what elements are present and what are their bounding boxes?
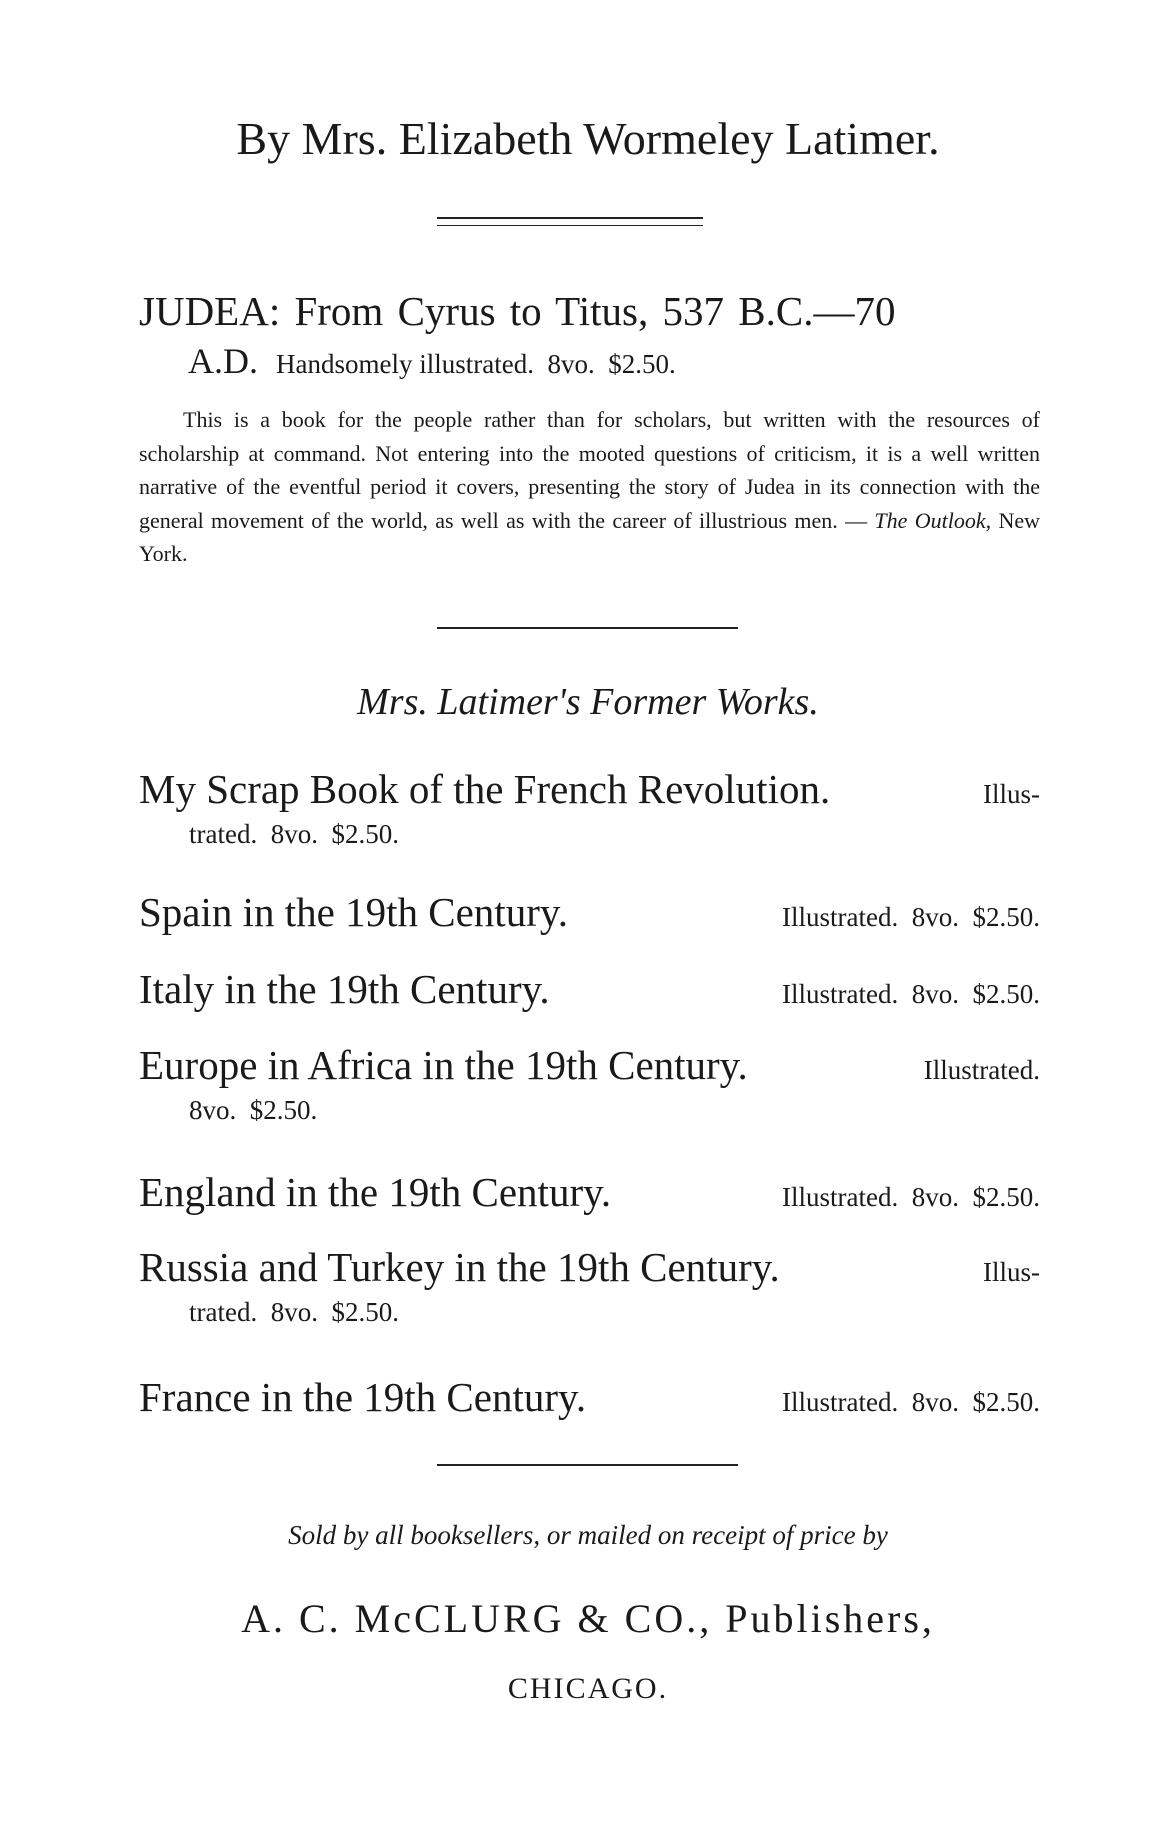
work-title: Europe in Africa in the 19th Century.: [139, 1042, 748, 1088]
page-title: By Mrs. Elizabeth Wormeley Latimer.: [236, 113, 940, 164]
work-detail: Illustrated. 8vo. $2.50.: [782, 1182, 1040, 1212]
work-detail: Illustrated. 8vo. $2.50.: [782, 1387, 1040, 1417]
work-item: [139, 888, 1040, 942]
work-detail: Illustrated. 8vo. $2.50.: [782, 902, 1040, 932]
former-works-heading: Mrs. Latimer's Former Works.: [357, 681, 819, 723]
featured-review: [139, 403, 1040, 571]
work-item: [139, 1373, 1040, 1427]
featured-detail: Handsomely illustrated. 8vo. $2.50.: [276, 349, 676, 379]
double-rule-bottom: [437, 225, 703, 226]
work-title: France in the 19th Century.: [139, 1374, 587, 1420]
work-item: [139, 1168, 1040, 1222]
work-detail: Illustrated. 8vo. $2.50.: [782, 979, 1040, 1009]
featured-subline: [188, 340, 676, 382]
work-item: [139, 1041, 1040, 1149]
work-item: [139, 765, 1040, 873]
review-text: This is a book for the people rather than for scholars, but written with the resources of scholarship at command. Not entering into the mooted questions of criticism, it is a well written narrative of the eventful period it covers, presenting the story of Judea in its connection with the general movement of the world, as well as with the career of illustrious men. —: [139, 407, 1040, 533]
work-detail: Illus-: [983, 779, 1040, 809]
featured-title-end: A.D.: [188, 341, 258, 381]
review-source: The Outlook,: [874, 507, 992, 533]
work-title: England in the 19th Century.: [139, 1169, 612, 1215]
work-title: Spain in the 19th Century.: [139, 889, 568, 935]
publisher-name: A. C. McCLURG & CO., Publishers,: [241, 1596, 935, 1641]
work-detail-continued: 8vo. $2.50.: [189, 1095, 318, 1125]
work-detail-continued: trated. 8vo. $2.50.: [189, 819, 399, 849]
work-detail-continued: trated. 8vo. $2.50.: [189, 1297, 399, 1327]
work-item: [139, 965, 1040, 1019]
work-detail: Illus-: [983, 1257, 1040, 1287]
work-title: Italy in the 19th Century.: [139, 966, 550, 1012]
work-detail: Illustrated.: [923, 1055, 1040, 1085]
divider-rule: [437, 627, 738, 629]
work-item: [139, 1243, 1040, 1351]
sold-by-note: Sold by all booksellers, or mailed on receipt of price by: [288, 1520, 888, 1550]
work-title: My Scrap Book of the French Revolution.: [139, 766, 831, 812]
divider-rule-bottom: [437, 1464, 738, 1466]
work-title: Russia and Turkey in the 19th Century.: [139, 1244, 780, 1290]
double-rule-top: [437, 217, 703, 219]
publisher-city: CHICAGO.: [507, 1672, 669, 1705]
featured-title: JUDEA: From Cyrus to Titus, 537 B.C.—70: [139, 288, 896, 334]
review-place: New York.: [139, 507, 1040, 566]
